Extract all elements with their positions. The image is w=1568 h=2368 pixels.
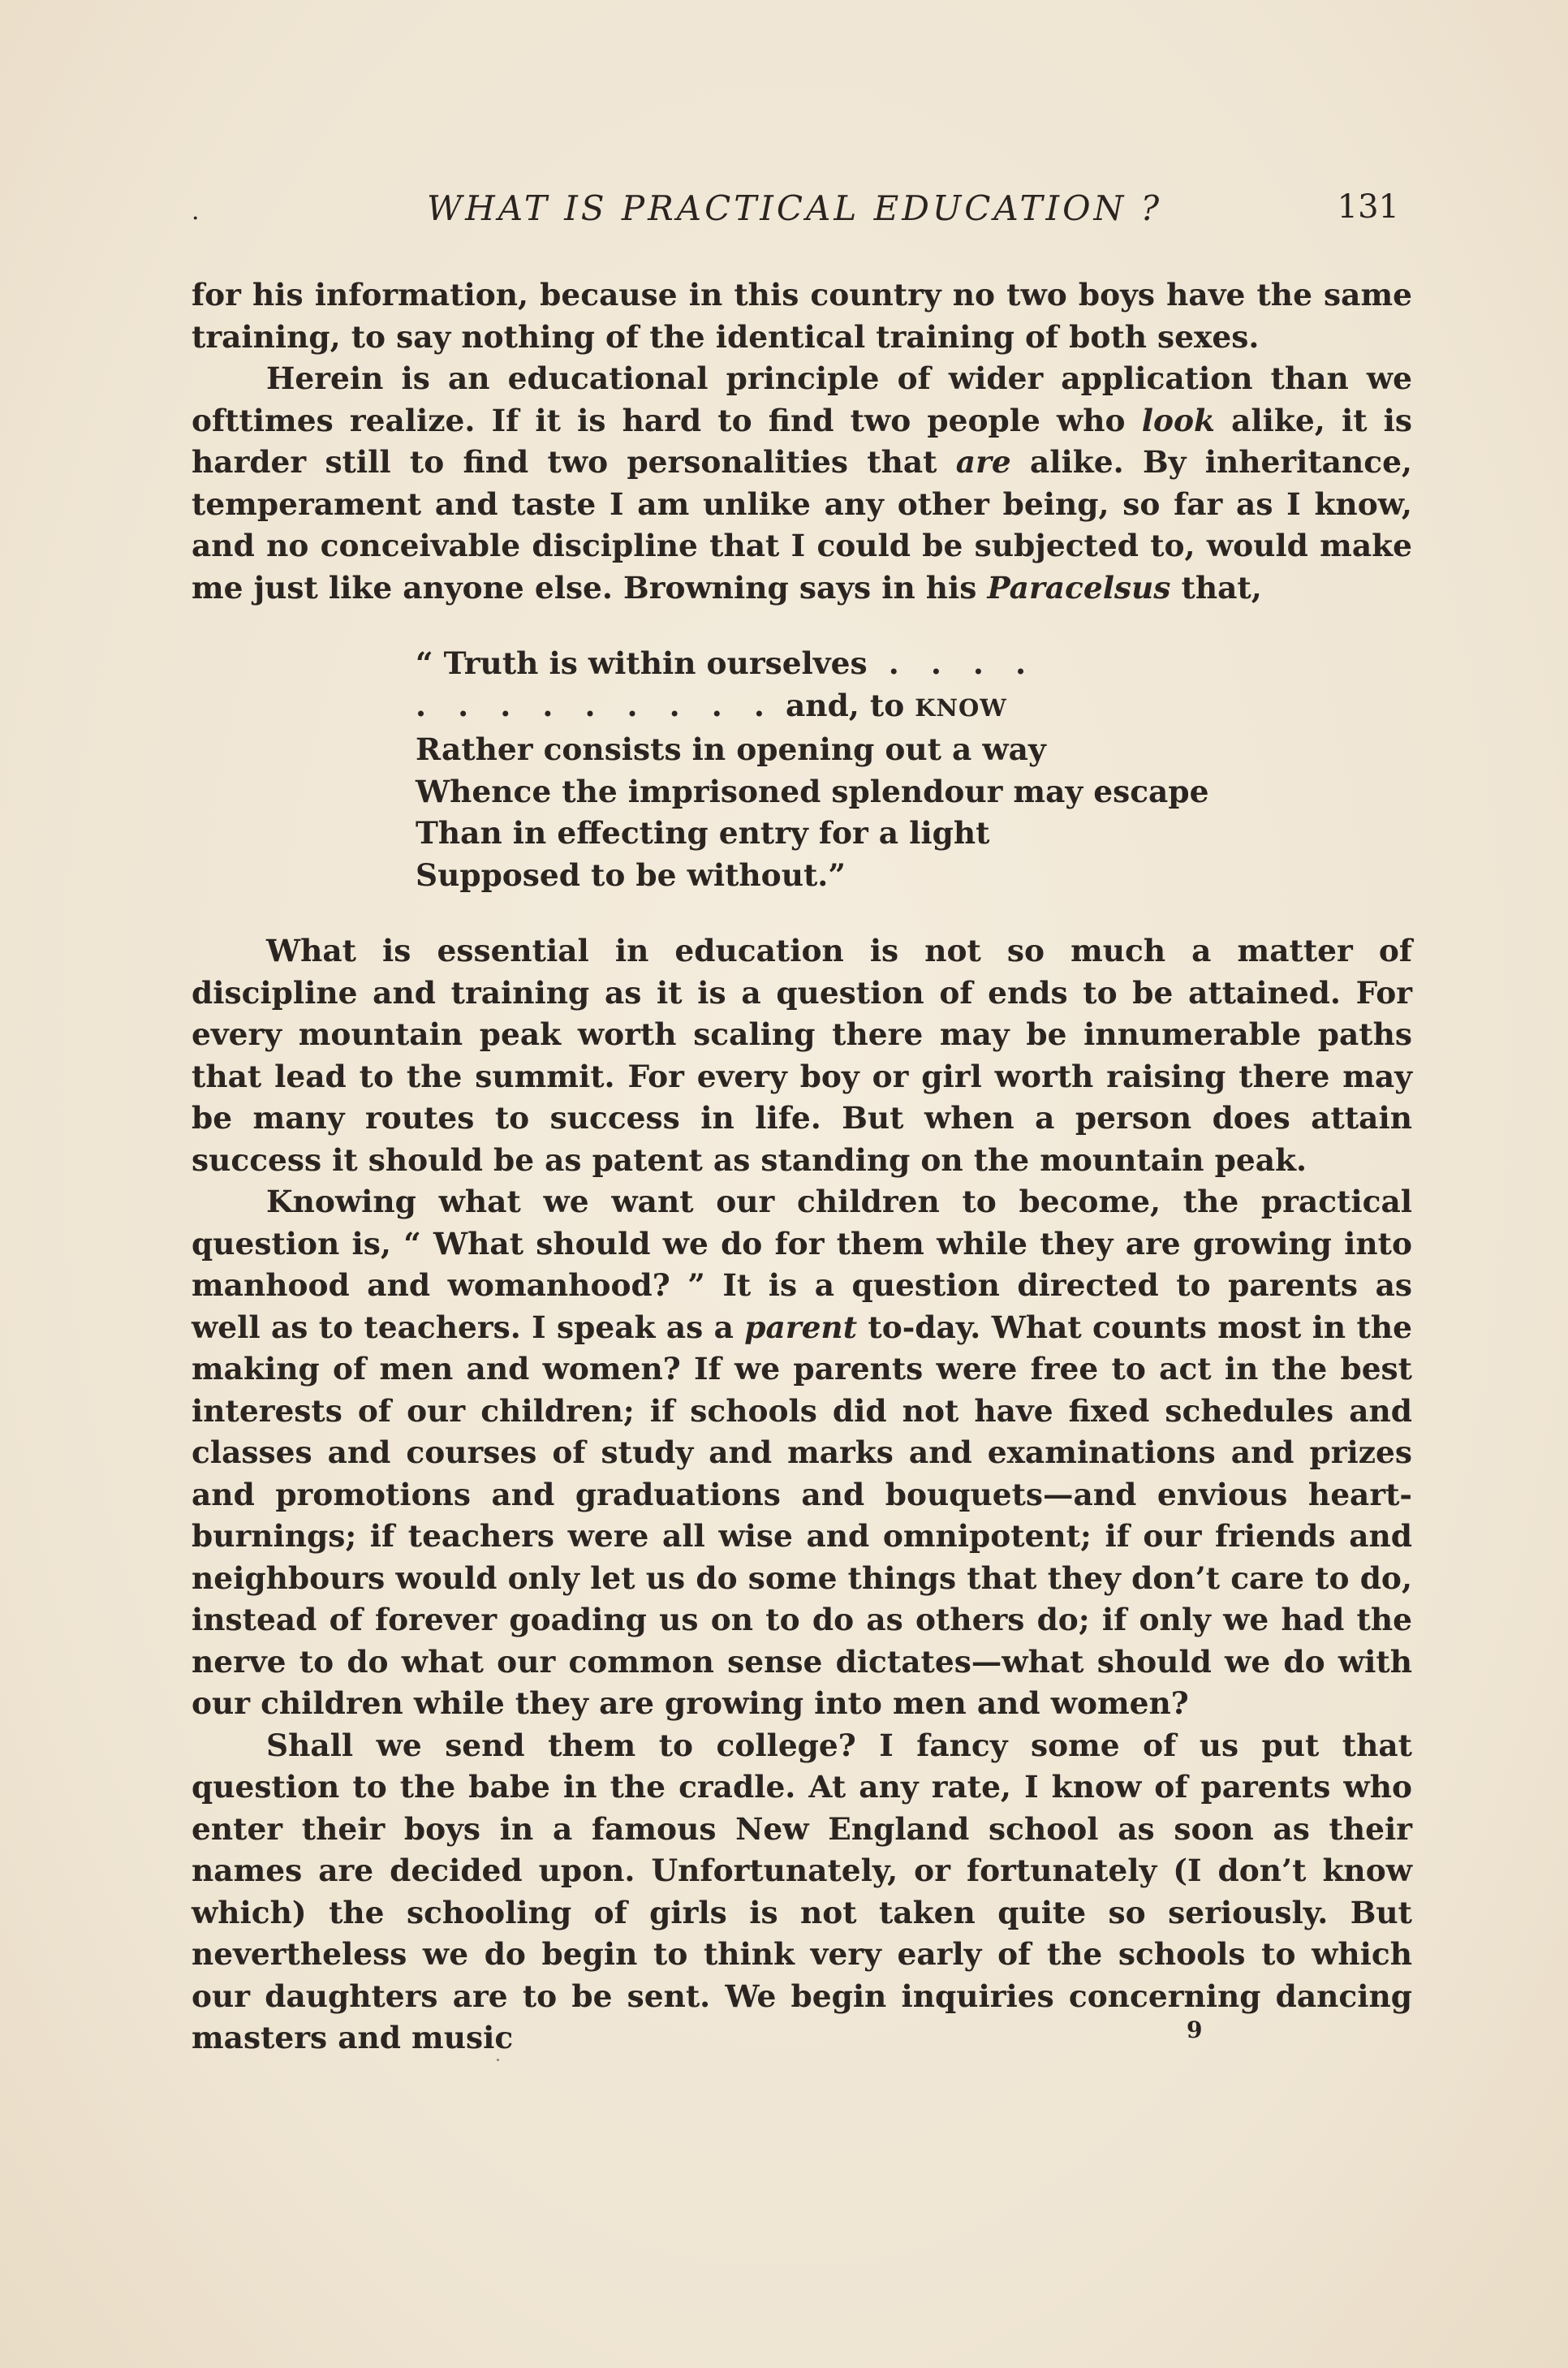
body-text <box>192 274 1412 2060</box>
poem-line-2-ellipsis: . . . . . . . . . <box>416 687 775 723</box>
paragraph-3: What is essential in education is not so much a matter of discipline and training as it is a question of ends to be attained. For every mountain peak worth scaling there may be innumerable paths that lead to the summit. For every boy or girl worth raising there may be many routes to success in life. But when a person does attain success it should be as patent as standing on the mountain peak. <box>192 933 1412 1178</box>
poem-line-1 <box>416 643 1412 685</box>
paragraph-2-part-a: Herein is an educational principle of wider application than we ofttimes realize. If it is hard to find two people who <box>192 360 1412 438</box>
paragraph-1: for his information, because in this country no two boys have the same training, to say nothing of the identical training of both sexes. <box>192 277 1412 355</box>
page-number: 131 <box>1337 188 1399 226</box>
paragraph-4-part-a: Knowing what we want our children to become, the practical question is, “ What should we do for them while they are growing into manhood and womanhood? ” It is a question directed to parents as well as to teachers. I speak as a <box>192 1184 1412 1345</box>
page-header <box>192 188 1409 237</box>
paragraph-4-part-b: to-day. What counts most in the making of men and women? If we parents were free to act in the best interests of our children; if schools did not have fixed schedules and classes and courses of study and marks and examinations and prizes and promotions and graduations and bouquets—and envious heart-burnings; if teachers were all wise and omnipotent; if our friends and neighbours would only let us do some things that they don’t care to do, instead of forever goading us on to do as others do; if only we had the nerve to do what our common sense dictates—what should we do with our children while they are growing into men and women? <box>192 1309 1412 1721</box>
emphasis-look: look <box>1141 402 1215 438</box>
paragraph-2-part-b: alike, it is harder still to find two personalities that <box>192 402 1413 480</box>
poem-line-2-text: and, to <box>774 687 915 723</box>
poem-line-5: Than in effecting entry for a light <box>416 815 990 851</box>
poem-line-1-ellipsis: . . . . <box>888 645 1037 681</box>
poem-line-2-know: KNOW <box>915 693 1007 722</box>
paragraph-2-part-d: that, <box>1170 569 1262 606</box>
poem-line-2 <box>416 685 1412 730</box>
paragraph-5: Shall we send them to college? I fancy some of us put that question to the babe in the cradle. At any rate, I know of parents who enter their boys in a famous New England school as soon as their names are decided upon. Unfortunately, or fortunately (I don’t know which) the schooling of girls is not taken quite so seriously. But nevertheless we do begin to think very early of the schools to which our daughters are to be sent. We begin inquiries concerning dancing masters and music <box>192 1727 1412 2055</box>
emphasis-parent: parent <box>744 1309 858 1345</box>
poem-quotation <box>416 643 1412 896</box>
title-paracelsus: Paracelsus <box>987 569 1171 606</box>
paper-speck <box>497 2059 499 2061</box>
paragraph-2 <box>192 358 1412 609</box>
running-title: WHAT IS PRACTICAL EDUCATION ? <box>427 188 1163 228</box>
poem-line-4: Whence the imprisoned splendour may escape <box>416 773 1209 809</box>
paragraph-2-part-c: alike. By inheritance, temperament and taste I am unlike any other being, so far as I know, and no conceivable discipline that I could be subjected to, would make me just like anyone else. Browning says in his <box>192 444 1412 606</box>
poem-line-3: Rather consists in opening out a way <box>416 731 1046 767</box>
poem-line-1-text: “ Truth is within ourselves <box>416 645 868 681</box>
poem-line-6: Supposed to be without.” <box>416 856 846 893</box>
paragraph-4 <box>192 1181 1412 1725</box>
emphasis-are: are <box>955 444 1011 480</box>
signature-mark: 9 <box>1187 2016 1203 2043</box>
header-dot: · <box>192 205 200 233</box>
